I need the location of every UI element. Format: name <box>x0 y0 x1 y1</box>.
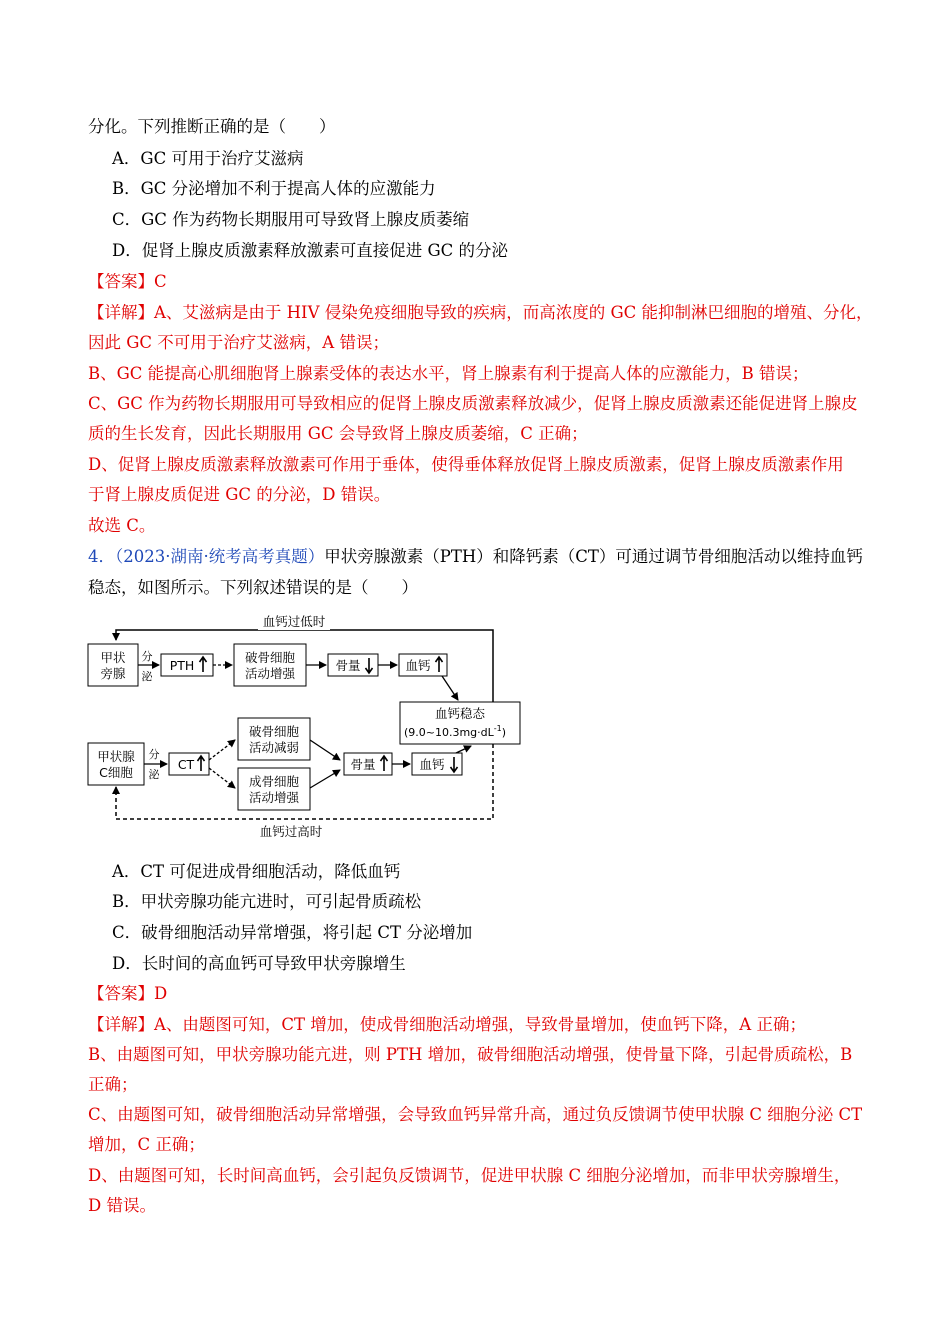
q3-option-c: C．GC 作为药物长期服用可导致肾上腺皮质萎缩 <box>112 210 470 229</box>
stem-text: 甲状旁腺激素（PTH）和降钙素（CT）可通过调节骨细胞活动以维持血钙 <box>324 547 863 566</box>
secrete-label: 泌 <box>148 768 160 781</box>
answer-value: D <box>154 984 168 1003</box>
q3-detail-line: 故选 C。 <box>88 516 156 535</box>
high-calcium-label: 血钙过高时 <box>259 824 323 839</box>
pth-up-box <box>161 654 213 676</box>
q3-detail-line <box>88 301 873 325</box>
q4-detail-line: C、由题图可知，破骨细胞活动异常增强，会导致血钙异常升高，通过负反馈调节使甲状腺 C 细胞分泌 CT <box>88 1105 863 1124</box>
blood-calcium-up-box <box>399 654 447 676</box>
thyroid-label: 甲状腺 <box>97 749 135 764</box>
bone-mass-label: 骨量 <box>350 757 376 772</box>
range-superscript: -1 <box>493 724 502 733</box>
osteoclast-weakened-box <box>238 718 310 760</box>
osteoblast-enhanced-box <box>238 768 310 810</box>
bone-mass-label: 骨量 <box>335 658 361 673</box>
detail-label: 【详解】 <box>88 1015 154 1034</box>
q4-detail-line: 增加，C 正确； <box>88 1135 205 1154</box>
osteoblast-label: 活动增强 <box>248 790 300 805</box>
osteoblast-label: 成骨细胞 <box>248 774 300 789</box>
bone-mass-up-box <box>344 753 392 775</box>
q3-option-a: A．GC 可用于治疗艾滋病 <box>112 149 304 168</box>
osteoclast-label: 破骨细胞 <box>248 724 300 739</box>
q4-option-a: A．CT 可促进成骨细胞活动，降低血钙 <box>112 862 401 881</box>
q3-detail-line: 质的生长发育，因此长期服用 GC 会导致肾上腺皮质萎缩，C 正确； <box>88 424 588 443</box>
secrete-label: 泌 <box>141 670 153 683</box>
parathyroid-box <box>88 644 138 686</box>
homeostasis-range <box>404 724 506 739</box>
q4-detail-line: 正确； <box>88 1075 138 1094</box>
parathyroid-label: 旁腺 <box>100 666 126 681</box>
answer-value: C <box>154 272 167 291</box>
secrete-label: 分 <box>141 650 153 663</box>
ct-label: CT <box>177 757 195 772</box>
q3-detail-line: 于肾上腺皮质促进 GC 的分泌，D 错误。 <box>88 485 391 504</box>
osteoclast-enhanced-box <box>234 644 306 686</box>
q3-detail-line: D、促肾上腺皮质激素释放激素可作用于垂体，使得垂体释放促肾上腺皮质激素，促肾上腺皮质激素作用 <box>88 455 844 474</box>
q3-answer <box>88 270 167 294</box>
blood-calcium-down-box <box>412 753 462 775</box>
q3-detail-line: B、GC 能提高心肌细胞肾上腺素受体的表达水平，肾上腺素有利于提高人体的应激能力，B 错误； <box>88 364 809 383</box>
detail-label: 【详解】 <box>88 303 154 322</box>
pth-label: PTH <box>169 658 195 673</box>
q4-stem-line2: 稳态，如图所示。下列叙述错误的是（ ） <box>88 578 418 597</box>
q3-detail-line: C、GC 作为药物长期服用可导致相应的促肾上腺皮质激素释放减少，促肾上腺皮质激素还能促进肾上腺皮 <box>88 394 858 413</box>
q4-detail-line: B、由题图可知，甲状旁腺功能亢进，则 PTH 增加，破骨细胞活动增强，使骨量下降，引起骨质疏松，B <box>88 1045 853 1064</box>
q4-option-b: B．甲状旁腺功能亢进时，可引起骨质疏松 <box>112 892 422 911</box>
parathyroid-label: 甲状 <box>100 650 126 665</box>
secrete-label: 分 <box>148 748 160 761</box>
calcium-regulation-diagram <box>86 610 526 842</box>
q4-option-d: D．长时间的高血钙可导致甲状旁腺增生 <box>112 954 406 973</box>
answer-label: 【答案】 <box>88 984 154 1003</box>
q3-stem-tail: 分化。下列推断正确的是（ ） <box>88 117 336 136</box>
ct-up-box <box>169 753 209 775</box>
homeostasis-label: 血钙稳态 <box>434 706 486 721</box>
calcium-homeostasis-box <box>400 702 520 744</box>
osteoclast-label: 活动减弱 <box>248 740 300 755</box>
q3-option-d: D．促肾上腺皮质激素释放激素可直接促进 GC 的分泌 <box>112 241 509 260</box>
question-number: 4． <box>88 547 115 566</box>
bone-mass-down-box <box>328 654 378 676</box>
q4-stem <box>88 545 863 569</box>
question-source: （2023·湖南·统考高考真题） <box>115 547 325 566</box>
thyroid-c-cell-box <box>88 743 144 785</box>
range-text: (9.0~10.3mg·dL <box>403 726 494 739</box>
q4-answer <box>88 982 167 1006</box>
q4-detail-line <box>88 1013 806 1037</box>
q3-detail-line: 因此 GC 不可用于治疗艾滋病，A 错误； <box>88 333 389 352</box>
q4-option-c: C．破骨细胞活动异常增强，将引起 CT 分泌增加 <box>112 923 473 942</box>
thyroid-label: C细胞 <box>99 765 133 780</box>
blood-calcium-label: 血钙 <box>419 757 445 772</box>
detail-text: A、艾滋病是由于 HIV 侵染免疫细胞导致的疾病，而高浓度的 GC 能抑制淋巴细胞的增殖、分化， <box>154 303 873 322</box>
osteoclast-label: 破骨细胞 <box>244 650 296 665</box>
range-close: ) <box>501 726 507 739</box>
osteoclast-label: 活动增强 <box>244 666 296 681</box>
answer-label: 【答案】 <box>88 272 154 291</box>
q3-option-b: B．GC 分泌增加不利于提高人体的应激能力 <box>112 179 436 198</box>
q4-detail-line: D、由题图可知，长时间高血钙，会引起负反馈调节，促进甲状腺 C 细胞分泌增加，而非甲状旁腺增生， <box>88 1166 851 1185</box>
q4-detail-line: D 错误。 <box>88 1196 156 1215</box>
low-calcium-label: 血钙过低时 <box>262 614 326 629</box>
detail-text: A、由题图可知，CT 增加，使成骨细胞活动增强，导致骨量增加，使血钙下降，A 正确； <box>154 1015 806 1034</box>
blood-calcium-label: 血钙 <box>405 658 431 673</box>
